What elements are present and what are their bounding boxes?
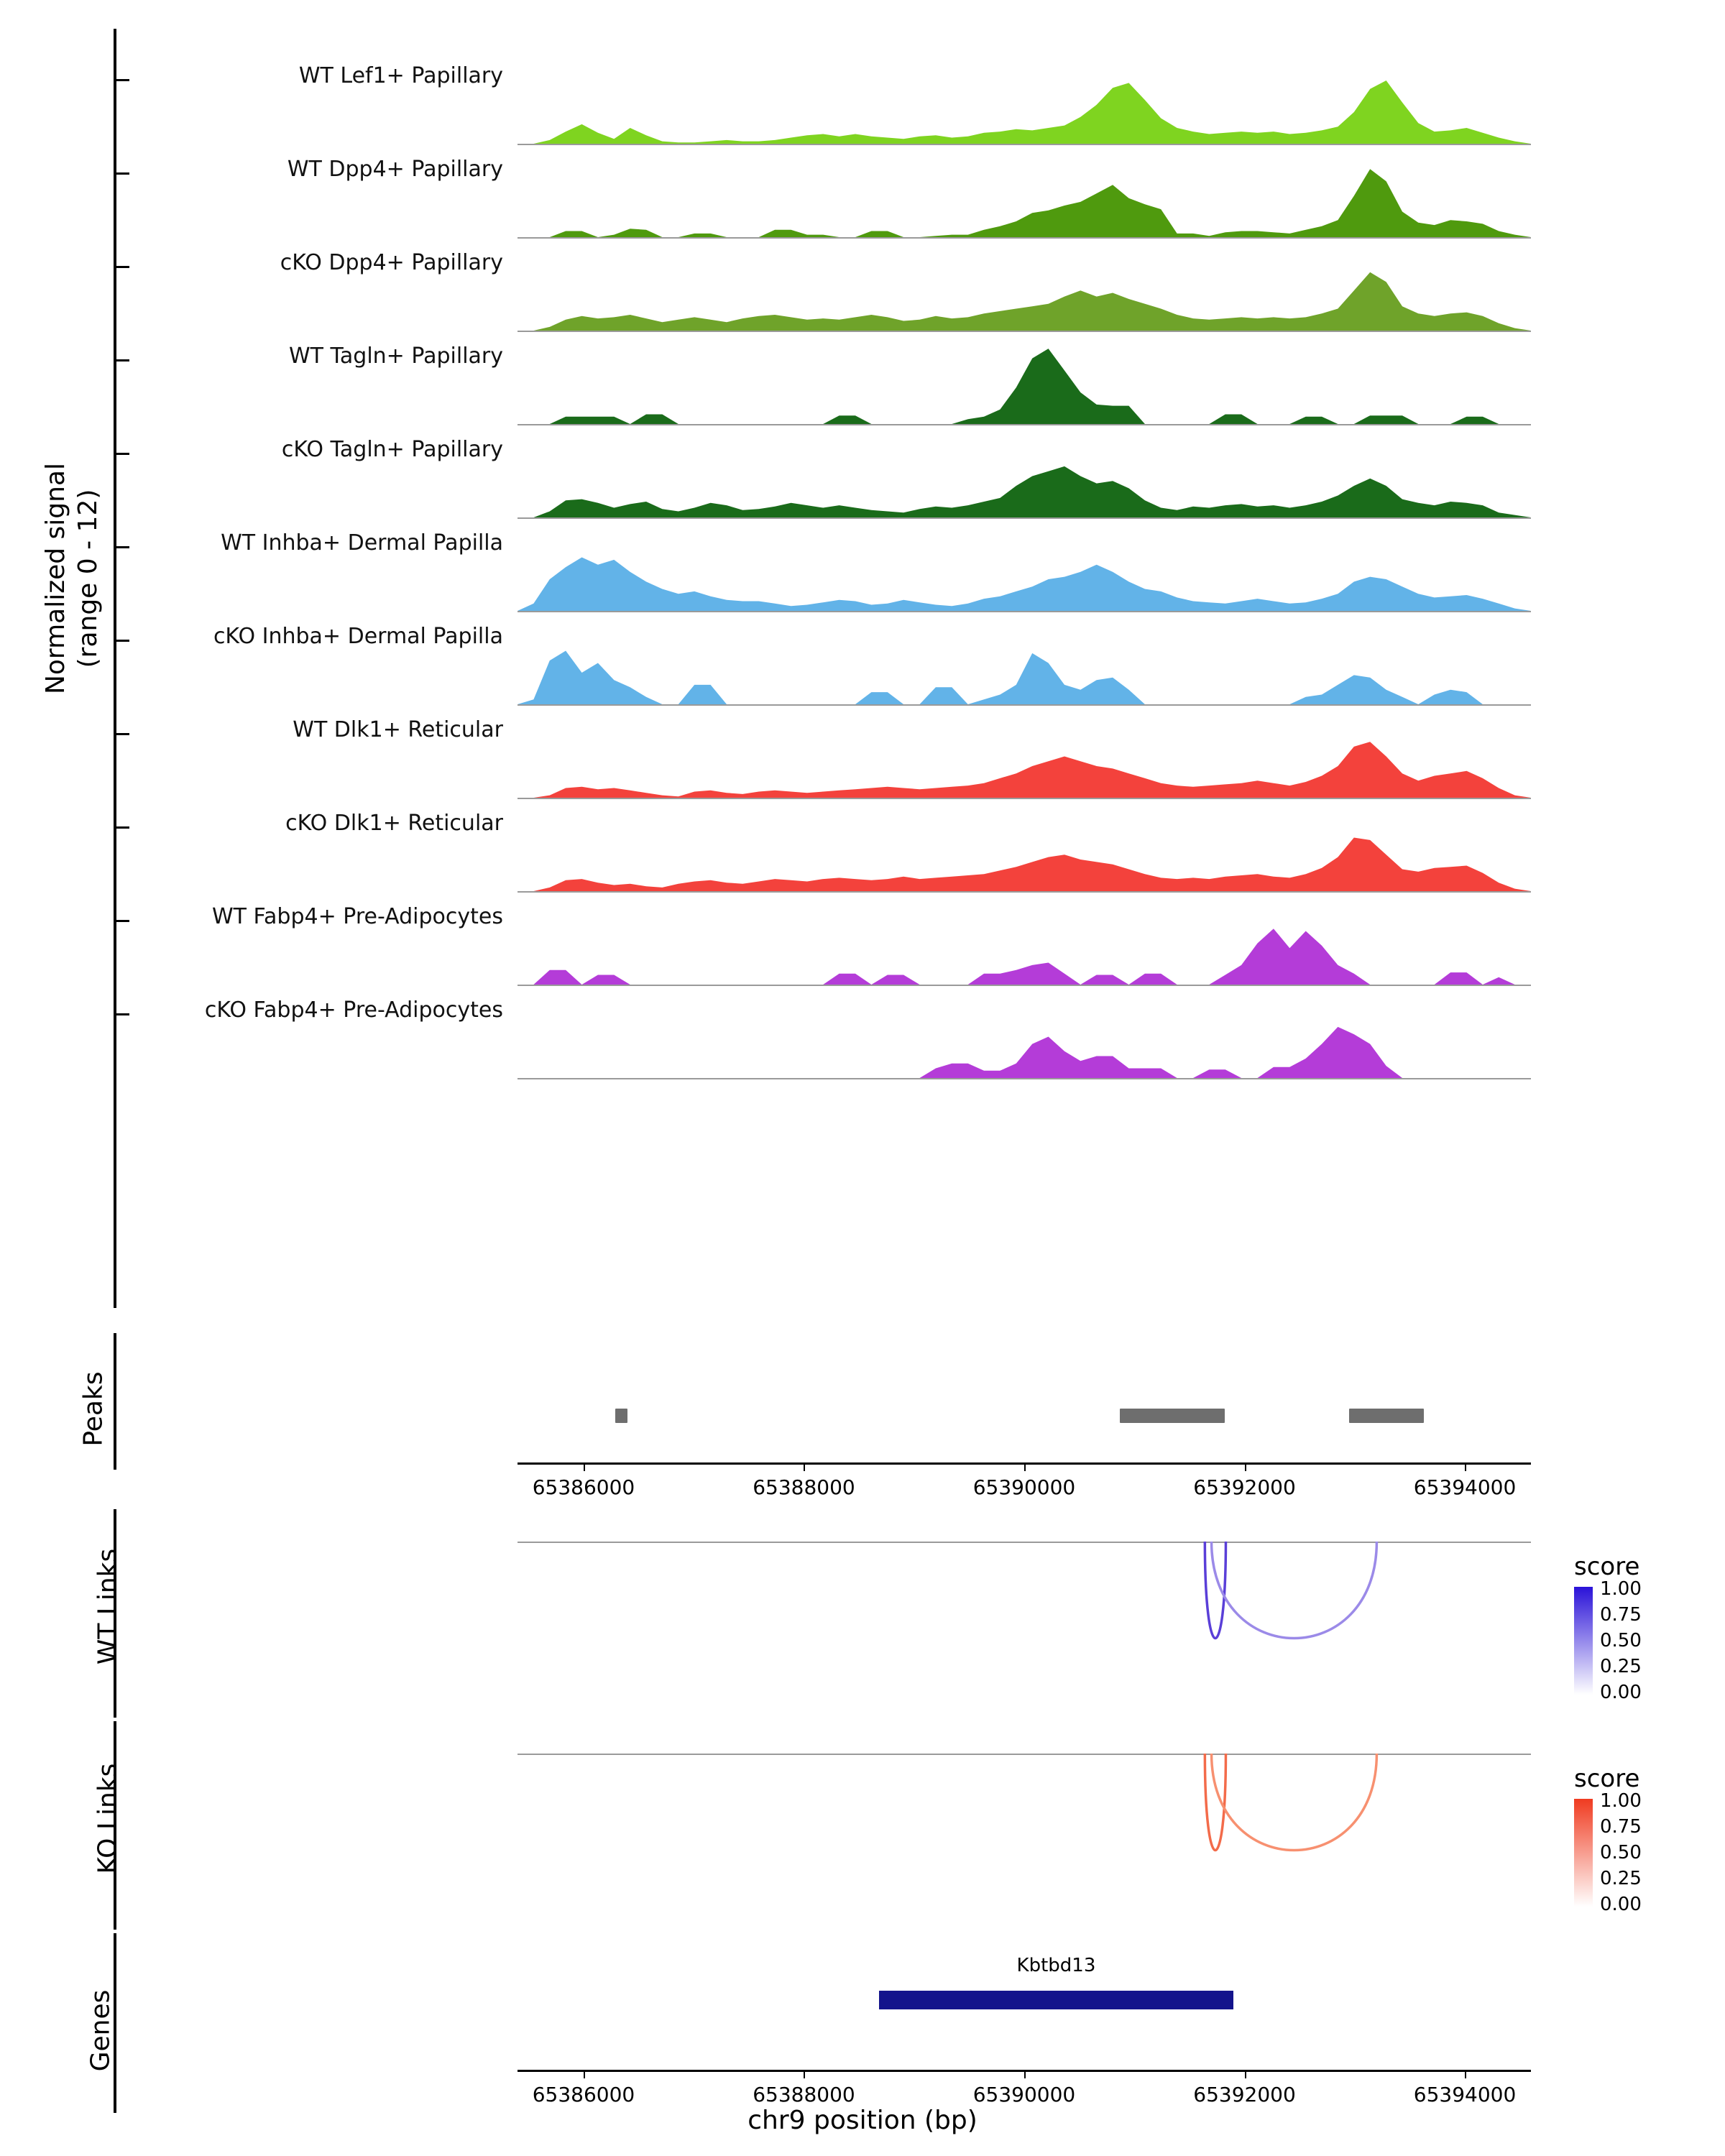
track-label-0: WT Lef1+ Papillary [298,63,503,88]
lower-tick-label: 65390000 [972,2083,1076,2106]
y-axis-label [40,428,104,729]
gene-name: Kbtbd13 [1016,1955,1096,1976]
lower-tick [1024,2070,1026,2078]
track-label-7: WT Dlk1+ Reticular [293,717,503,742]
track-label-8: cKO Dlk1+ Reticular [285,811,503,836]
wt-links-arcs [518,1542,1531,1707]
ko-links-score-title: score [1574,1764,1640,1793]
x-axis-title: chr9 position (bp) [748,2106,978,2135]
track-label-5: WT Inhba+ Dermal Papilla [221,530,503,556]
ko-links-score-label: 0.50 [1600,1842,1642,1864]
upper-tick [1245,1462,1246,1471]
signal-track [518,345,1531,427]
y-axis-label-line2: (range 0 - 12) [73,489,103,668]
upper-tick-label: 65388000 [753,1475,855,1499]
upper-tick [1024,1462,1026,1471]
wt-links-score-label: 0.75 [1600,1604,1642,1626]
track-label-1: WT Dpp4+ Papillary [287,157,503,182]
bracket-tick [114,453,129,455]
wt-links-score-label: 0.25 [1600,1656,1642,1677]
lower-tick [584,2070,585,2078]
bracket-tick [114,920,129,922]
track-label-10: cKO Fabp4+ Pre-Adipocytes [204,998,503,1023]
lower-tick-label: 65386000 [532,2083,635,2106]
ko-links-score-label: 0.75 [1600,1816,1642,1838]
bracket-tick [114,640,129,642]
wt-links-score-label: 1.00 [1600,1578,1642,1600]
bracket-tick [114,266,129,268]
bracket-tick [114,733,129,735]
genes-label: Genes [86,1989,116,2072]
track-label-6: cKO Inhba+ Dermal Papilla [213,624,503,649]
ko-links-arcs [518,1754,1531,1919]
ko-links-label: KO Links [93,1763,123,1874]
gene-box [879,1991,1234,2009]
ko-links-score-label: 1.00 [1600,1790,1642,1812]
lower-tick [1245,2070,1246,2078]
signal-track [518,532,1531,614]
track-label-4: cKO Tagln+ Papillary [281,437,503,462]
bracket-tick [114,546,129,548]
upper-tick [584,1462,585,1471]
track-label-9: WT Fabp4+ Pre-Adipocytes [212,904,503,929]
lower-tick [804,2070,805,2078]
wt-links-label: WT Links [93,1548,123,1665]
bracket-tick [114,1013,129,1015]
upper-tick-label: 65394000 [1413,1475,1517,1499]
lower-tick [1465,2070,1466,2078]
lower-tick-label: 65394000 [1413,2083,1517,2106]
signal-track [518,158,1531,240]
upper-tick-label: 65386000 [532,1475,635,1499]
upper-tick-label: 65390000 [972,1475,1076,1499]
bracket-tick [114,79,129,81]
bracket-tick [114,359,129,361]
upper-tick [804,1462,805,1471]
ko-links-score-label: 0.25 [1600,1868,1642,1889]
track-label-3: WT Tagln+ Papillary [289,344,503,369]
lower-tick-label: 65392000 [1193,2083,1296,2106]
signal-track [518,719,1531,801]
signal-track [518,65,1531,147]
wt-links-score-label: 0.50 [1600,1630,1642,1651]
upper-tick [1465,1462,1466,1471]
bracket-tick [114,172,129,175]
signal-track [518,906,1531,987]
wt-links-score-title: score [1574,1552,1640,1581]
wt-links-score-colorbar [1574,1587,1593,1695]
signal-track [518,625,1531,707]
signal-tracks-bracket [114,29,116,1308]
wt-links-score-label: 0.00 [1600,1682,1642,1703]
bracket-tick [114,826,129,829]
peaks-bracket [114,1333,116,1470]
peak-bar [615,1409,627,1423]
peak-bar [1120,1409,1225,1423]
peak-bar [1349,1409,1424,1423]
y-axis-label-line1: Normalized signal [41,462,70,695]
ko-links-score-label: 0.00 [1600,1894,1642,1915]
signal-track [518,438,1531,520]
upper-tick-label: 65392000 [1193,1475,1296,1499]
signal-track [518,812,1531,894]
track-label-2: cKO Dpp4+ Papillary [280,250,503,275]
lower-tick-label: 65388000 [753,2083,855,2106]
peaks-label: Peaks [78,1371,109,1447]
signal-track [518,999,1531,1081]
signal-track [518,252,1531,333]
ko-links-score-colorbar [1574,1799,1593,1907]
